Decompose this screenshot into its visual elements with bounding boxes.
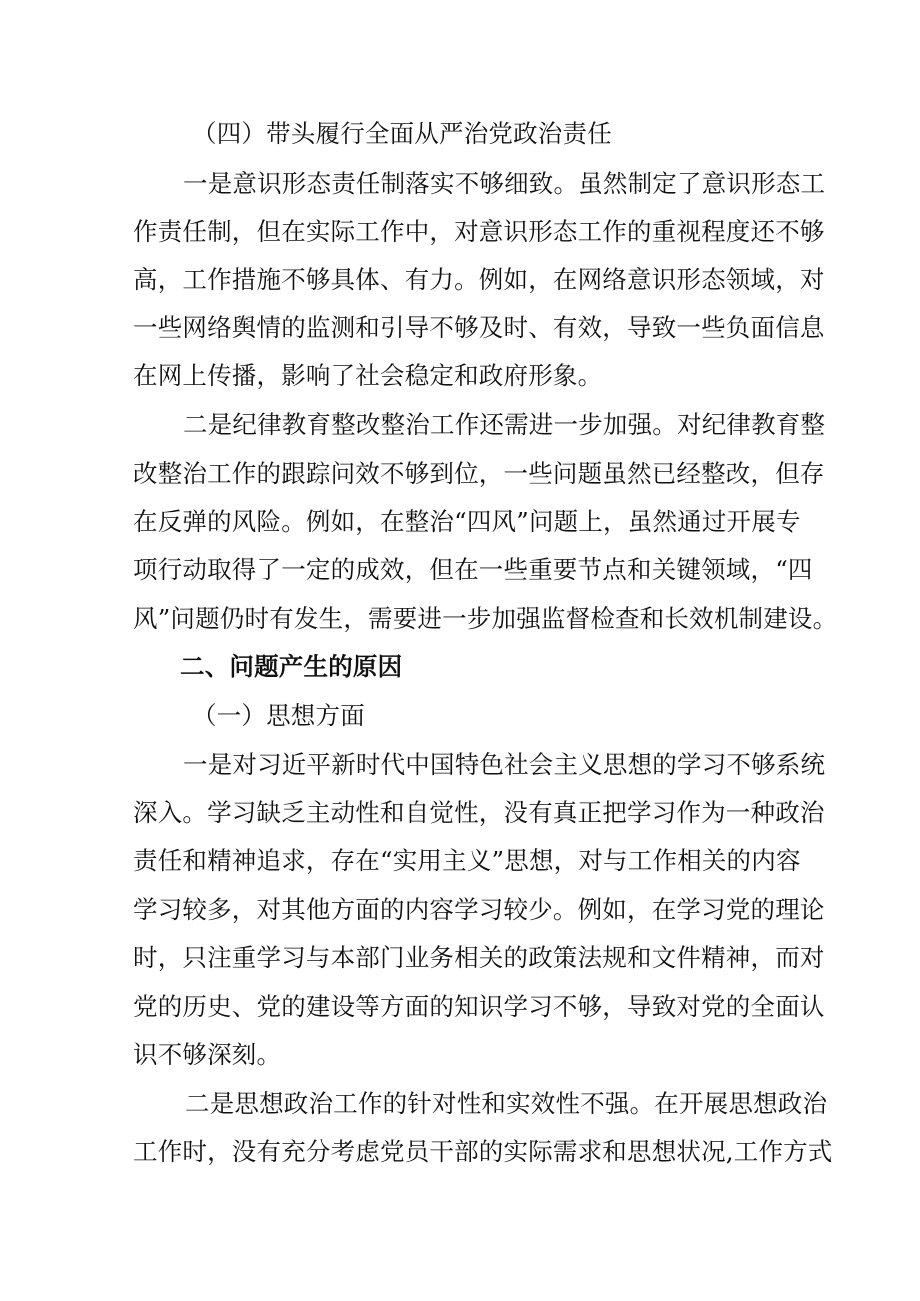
paragraph-line: 一是对习近平新时代中国特色社会主义思想的学习不够系统 <box>183 750 826 779</box>
paragraph-line: 工作时，没有充分考虑党员干部的实际需求和思想状况,工作方式 <box>133 1137 833 1166</box>
section-subheading-four: （四）带头履行全面从严治党政治责任 <box>192 119 612 148</box>
paragraph-line: 一是意识形态责任制落实不够细致。虽然制定了意识形态工 <box>183 169 826 198</box>
paragraph-line: 一些网络舆情的监测和引导不够及时、有效，导致一些负面信息 <box>133 313 825 342</box>
paragraph-line: 作责任制，但在实际工作中，对意识形态工作的重视程度还不够 <box>133 217 825 246</box>
paragraph-line: 党的历史、党的建设等方面的知识学习不够，导致对党的全面认 <box>133 992 825 1021</box>
paragraph-line: 在反弹的风险。例如，在整治“四风”问题上，虽然通过开展专 <box>133 507 801 536</box>
paragraph-line: 识不够深刻。 <box>133 1040 282 1069</box>
paragraph-line: 二是思想政治工作的针对性和实效性不强。在开展思想政治 <box>185 1089 828 1118</box>
paragraph-line: 时，只注重学习与本部门业务相关的政策法规和文件精神，而对 <box>133 943 825 972</box>
paragraph-line: 改整治工作的跟踪问效不够到位，一些问题虽然已经整改，但存 <box>133 459 825 488</box>
section-heading-two: 二、问题产生的原因 <box>180 652 403 681</box>
section-subheading-one: （一）思想方面 <box>192 701 365 730</box>
paragraph-line: 二是纪律教育整改整治工作还需进一步加强。对纪律教育整 <box>183 410 826 439</box>
paragraph-line: 在网上传播，影响了社会稳定和政府形象。 <box>133 361 603 390</box>
paragraph-line: 项行动取得了一定的成效，但在一些重要节点和关键领域，“四 <box>133 555 813 584</box>
paragraph-line: 风”问题仍时有发生，需要进一步加强监督检查和长效机制建设。 <box>133 604 838 633</box>
paragraph-line: 高，工作措施不够具体、有力。例如，在网络意识形态领域，对 <box>133 265 825 294</box>
paragraph-line: 深入。学习缺乏主动性和自觉性，没有真正把学习作为一种政治 <box>133 798 825 827</box>
paragraph-line: 学习较多，对其他方面的内容学习较少。例如，在学习党的理论 <box>133 895 825 924</box>
paragraph-line: 责任和精神追求，存在“实用主义”思想，对与工作相关的内容 <box>133 846 801 875</box>
